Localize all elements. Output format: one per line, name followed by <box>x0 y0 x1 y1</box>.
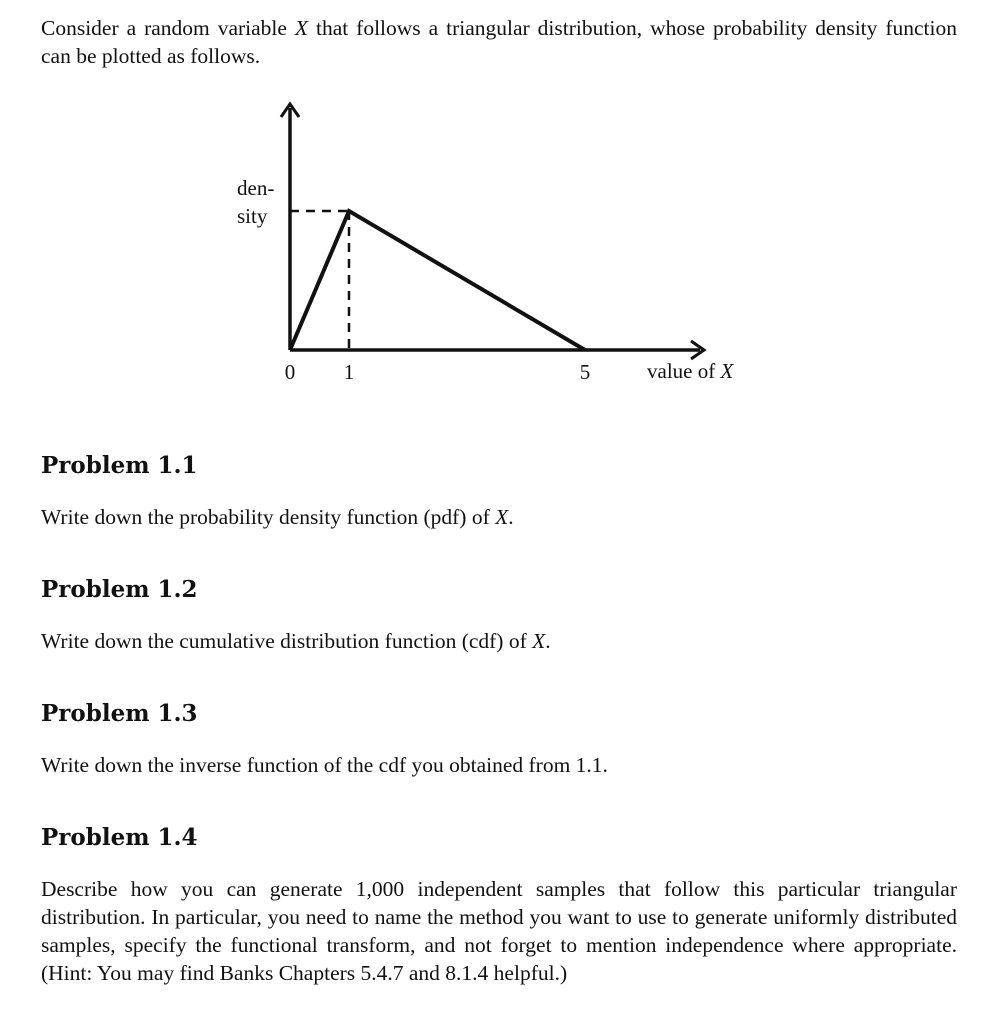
plot-axes <box>281 104 704 359</box>
intro-text-end: that follows a triangular distribution, whose probability density function can be plotted as follows. <box>41 16 957 68</box>
problem-1-3-heading: Problem 1.3 <box>41 700 198 727</box>
problem-1-1-heading: Problem 1.1 <box>41 452 198 479</box>
problem-1-2-text-start: Write down the cumulative distribution function (cdf) of <box>41 629 533 653</box>
x-axis-label <box>647 359 734 383</box>
triangular-pdf-plot <box>0 0 995 440</box>
intro-text-start: Consider a random variable <box>41 16 295 40</box>
x-axis-label-variable: X <box>720 359 734 383</box>
problem-1-2-heading: Problem 1.2 <box>41 576 198 603</box>
problem-1-4-heading: Problem 1.4 <box>41 824 198 851</box>
intro-variable: X <box>294 16 309 40</box>
x-tick-label-5: 5 <box>579 360 591 384</box>
problem-1-2-text-end: . <box>545 629 551 653</box>
problem-1-4-text: Describe how you can generate 1,000 independent samples that follow this particular triangular distribution. In particular, you need to name the method you want to use to generate uniformly distributed samples, specify the functional transform, and not forget to mention independence where appropriate. (Hint: You may find Banks Chapters 5.4.7 and 8.1.4 helpful.) <box>41 877 957 985</box>
y-axis-label-line2: sity <box>237 204 268 228</box>
problem-1-3-text: Write down the inverse function of the cdf you obtained from 1.1. <box>41 753 608 777</box>
x-tick-labels <box>285 360 591 384</box>
x-tick-label-1: 1 <box>343 360 355 384</box>
problem-1-2-text <box>41 627 957 655</box>
pdf-series-line <box>290 211 585 350</box>
problem-1-2-variable: X <box>532 629 546 653</box>
x-axis-label-text: value of <box>647 359 721 383</box>
y-axis-label-line1: den- <box>237 176 275 200</box>
problem-1-1-text <box>41 503 957 531</box>
problem-1-1-text-end: . <box>508 505 514 529</box>
problem-1-1-variable: X <box>495 505 509 529</box>
problem-1-1-text-start: Write down the probability density function (pdf) of <box>41 505 496 529</box>
x-tick-label-0: 0 <box>284 360 296 384</box>
